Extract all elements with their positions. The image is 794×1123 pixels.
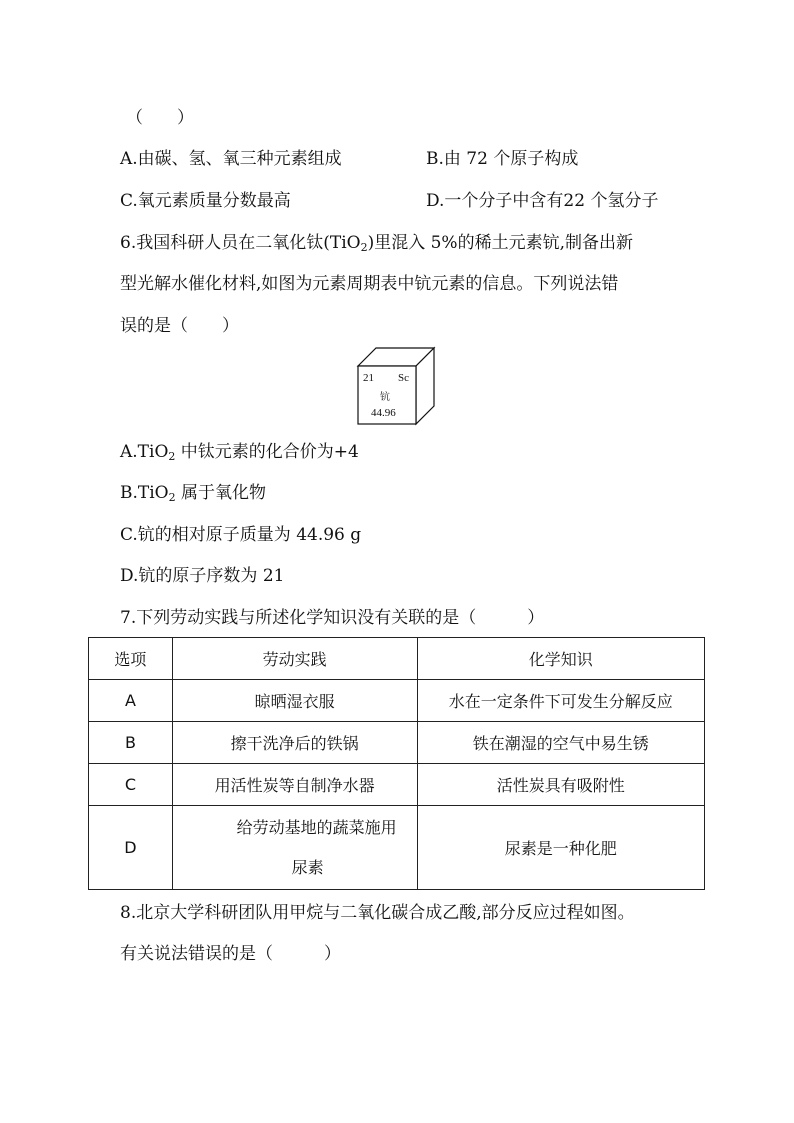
- q6-option-c: C.钪的相对原子质量为 44.96 g: [120, 525, 362, 545]
- cell-practice: 擦干洗净后的铁锅: [172, 722, 417, 764]
- q5-paren: （ ）: [126, 108, 194, 128]
- element-name: 钪: [380, 392, 390, 403]
- q6-option-b-pre: B.TiO: [120, 483, 169, 503]
- q8-stem-line2: 有关说法错误的是（ ）: [120, 944, 341, 964]
- cell-option: B: [89, 722, 173, 764]
- element-card: [356, 346, 436, 426]
- atomic-number: 21: [363, 372, 374, 384]
- q6-option-b: [120, 481, 266, 505]
- q5-option-b: B.由 72 个原子构成: [426, 149, 579, 169]
- q6-option-a-sub: 2: [168, 450, 176, 463]
- q7-table: [88, 637, 705, 890]
- cell-practice-line2: 尿素: [291, 857, 324, 877]
- cell-practice: [172, 806, 417, 890]
- header-practice: 劳动实践: [172, 638, 417, 680]
- cell-practice: 晾晒湿衣服: [172, 680, 417, 722]
- cell-knowledge: 铁在潮湿的空气中易生锈: [417, 722, 705, 764]
- q6-subscript: 2: [360, 241, 368, 254]
- q6-option-b-sub: 2: [168, 491, 176, 504]
- atomic-mass: 44.96: [371, 407, 396, 419]
- q5-option-d: D.一个分子中含有22 个氢分子: [426, 191, 659, 211]
- cell-practice-line1: 给劳动基地的蔬菜施用: [236, 817, 397, 837]
- cell-practice: 用活性炭等自制净水器: [172, 764, 417, 806]
- q6-option-a-pre: A.TiO: [120, 442, 169, 462]
- q5-option-c: C.氧元素质量分数最高: [120, 191, 291, 211]
- table-row: [89, 722, 705, 764]
- q6-option-a-post: 中钛元素的化合价为+4: [175, 442, 359, 462]
- q6-option-d: D.钪的原子序数为 21: [120, 566, 285, 586]
- header-knowledge: 化学知识: [417, 638, 705, 680]
- q6-stem-line1: [120, 231, 633, 255]
- q6-stem-pre: 6.我国科研人员在二氧化钛(TiO: [120, 233, 361, 253]
- q5-option-a: A.由碳、氢、氧三种元素组成: [120, 149, 342, 169]
- element-symbol: Sc: [398, 372, 409, 384]
- q6-stem-line3: 误的是（ ）: [120, 316, 239, 336]
- q6-option-a: [120, 440, 359, 464]
- cell-knowledge: 尿素是一种化肥: [417, 806, 705, 890]
- q6-stem-post: )里混入 5%的稀土元素钪,制备出新: [367, 233, 633, 253]
- cell-option: D: [89, 806, 173, 890]
- table-header-row: [89, 638, 705, 680]
- q8-stem-line1: 8.北京大学科研团队用甲烷与二氧化碳合成乙酸,部分反应过程如图。: [120, 903, 635, 923]
- cell-knowledge: 水在一定条件下可发生分解反应: [417, 680, 705, 722]
- header-option: 选项: [89, 638, 173, 680]
- element-card-cube: [356, 346, 436, 426]
- table-row: [89, 680, 705, 722]
- q6-option-b-post: 属于氧化物: [175, 483, 267, 503]
- cell-knowledge: 活性炭具有吸附性: [417, 764, 705, 806]
- table-row: [89, 764, 705, 806]
- cell-option: C: [89, 764, 173, 806]
- cell-option: A: [89, 680, 173, 722]
- q7-stem: 7.下列劳动实践与所述化学知识没有关联的是（ ）: [120, 608, 545, 628]
- q6-stem-line2: 型光解水催化材料,如图为元素周期表中钪元素的信息。下列说法错: [120, 274, 619, 294]
- table-row: [89, 806, 705, 890]
